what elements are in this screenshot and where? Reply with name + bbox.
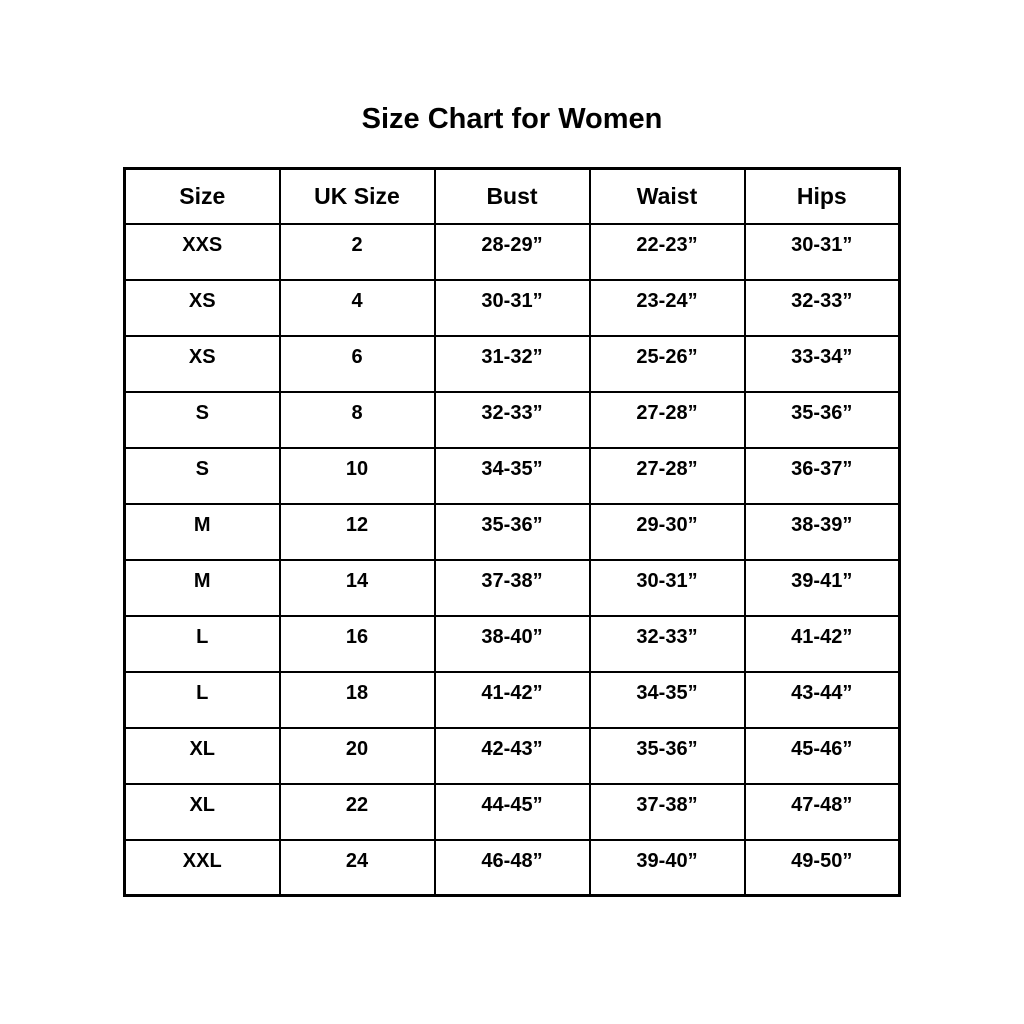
cell-hips: 36-37” [745, 448, 900, 504]
column-header-waist: Waist [590, 169, 745, 224]
cell-uk-size: 12 [280, 504, 435, 560]
cell-bust: 38-40” [435, 616, 590, 672]
cell-size: S [125, 392, 280, 448]
table-row [125, 392, 900, 448]
table-row [125, 448, 900, 504]
column-header-hips: Hips [745, 169, 900, 224]
cell-hips: 45-46” [745, 728, 900, 784]
cell-uk-size: 24 [280, 840, 435, 896]
cell-size: XS [125, 280, 280, 336]
cell-waist: 32-33” [590, 616, 745, 672]
cell-hips: 30-31” [745, 224, 900, 280]
cell-waist: 30-31” [590, 560, 745, 616]
cell-hips: 41-42” [745, 616, 900, 672]
cell-waist: 23-24” [590, 280, 745, 336]
table-row [125, 840, 900, 896]
column-header-size: Size [125, 169, 280, 224]
cell-hips: 47-48” [745, 784, 900, 840]
table-row [125, 728, 900, 784]
table-row [125, 336, 900, 392]
column-header-bust: Bust [435, 169, 590, 224]
table-row [125, 224, 900, 280]
cell-uk-size: 14 [280, 560, 435, 616]
cell-size: M [125, 504, 280, 560]
cell-waist: 22-23” [590, 224, 745, 280]
cell-bust: 28-29” [435, 224, 590, 280]
column-header-uk-size: UK Size [280, 169, 435, 224]
cell-waist: 37-38” [590, 784, 745, 840]
cell-size: L [125, 616, 280, 672]
cell-uk-size: 16 [280, 616, 435, 672]
table-row [125, 672, 900, 728]
cell-uk-size: 22 [280, 784, 435, 840]
cell-size: S [125, 448, 280, 504]
cell-waist: 27-28” [590, 392, 745, 448]
cell-uk-size: 18 [280, 672, 435, 728]
cell-uk-size: 10 [280, 448, 435, 504]
cell-size: L [125, 672, 280, 728]
cell-waist: 27-28” [590, 448, 745, 504]
cell-bust: 30-31” [435, 280, 590, 336]
cell-bust: 37-38” [435, 560, 590, 616]
cell-bust: 46-48” [435, 840, 590, 896]
cell-size: XXL [125, 840, 280, 896]
table-row [125, 560, 900, 616]
table-row [125, 616, 900, 672]
table-body [125, 224, 900, 896]
cell-bust: 32-33” [435, 392, 590, 448]
cell-hips: 43-44” [745, 672, 900, 728]
cell-size: M [125, 560, 280, 616]
cell-uk-size: 4 [280, 280, 435, 336]
cell-hips: 33-34” [745, 336, 900, 392]
cell-size: XXS [125, 224, 280, 280]
cell-waist: 39-40” [590, 840, 745, 896]
cell-hips: 49-50” [745, 840, 900, 896]
cell-waist: 29-30” [590, 504, 745, 560]
table-row [125, 280, 900, 336]
cell-waist: 35-36” [590, 728, 745, 784]
table-row [125, 784, 900, 840]
cell-uk-size: 20 [280, 728, 435, 784]
cell-uk-size: 8 [280, 392, 435, 448]
cell-hips: 39-41” [745, 560, 900, 616]
cell-hips: 35-36” [745, 392, 900, 448]
cell-size: XL [125, 784, 280, 840]
cell-waist: 34-35” [590, 672, 745, 728]
cell-size: XL [125, 728, 280, 784]
cell-bust: 35-36” [435, 504, 590, 560]
cell-waist: 25-26” [590, 336, 745, 392]
cell-bust: 44-45” [435, 784, 590, 840]
cell-hips: 32-33” [745, 280, 900, 336]
cell-bust: 34-35” [435, 448, 590, 504]
cell-size: XS [125, 336, 280, 392]
page-title: Size Chart for Women [361, 103, 663, 135]
cell-bust: 42-43” [435, 728, 590, 784]
cell-bust: 41-42” [435, 672, 590, 728]
table-header [125, 169, 900, 224]
cell-uk-size: 2 [280, 224, 435, 280]
cell-uk-size: 6 [280, 336, 435, 392]
cell-hips: 38-39” [745, 504, 900, 560]
table-row [125, 504, 900, 560]
cell-bust: 31-32” [435, 336, 590, 392]
header-row [125, 169, 900, 224]
size-chart-table [123, 167, 901, 897]
